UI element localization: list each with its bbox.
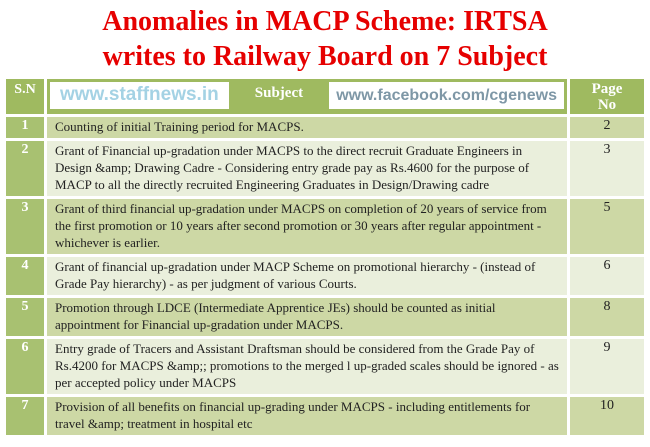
sn-cell: 7	[6, 397, 44, 435]
table-header-row	[6, 79, 644, 114]
page-cell: 3	[570, 141, 644, 196]
header-page-line-2: No	[597, 97, 617, 113]
watermark-facebook: www.facebook.com/cgenews	[329, 82, 564, 109]
subject-cell: Entry grade of Tracers and Assistant Draftsman should be considered from the Grade Pay of Rs.4200 for MACPS &amp;; promotions to the merged l up-graded scales should be ignored - as per accepted policy under MACPS	[47, 339, 567, 394]
page-title	[0, 0, 650, 74]
table-row-7	[6, 397, 644, 435]
sn-cell: 5	[6, 298, 44, 336]
table-row-4	[6, 257, 644, 295]
sn-cell: 1	[6, 117, 44, 138]
sn-cell: 3	[6, 199, 44, 254]
table-row-2	[6, 141, 644, 196]
page-cell: 9	[570, 339, 644, 394]
page-cell: 8	[570, 298, 644, 336]
page-cell: 2	[570, 117, 644, 138]
page-cell: 5	[570, 199, 644, 254]
header-cell-subject	[47, 79, 567, 114]
subject-cell: Grant of Financial up-gradation under MACPS to the direct recruit Graduate Engineers in Design &amp; Drawing Cadre - Considering entry grade pay as Rs.4600 for the purpose of MACP to all the directly recruited Engineering Graduates in Design/Drawing cadre	[47, 141, 567, 196]
header-subject-label: Subject	[254, 85, 304, 101]
table-row-6	[6, 339, 644, 394]
page-title-line-2: writes to Railway Board on 7 Subject	[102, 41, 548, 72]
subject-cell: Promotion through LDCE (Intermediate Apprentice JEs) should be counted as initial appointment for Financial up-gradation under MACPS.	[47, 298, 567, 336]
subjects-table	[3, 76, 647, 438]
sn-cell: 4	[6, 257, 44, 295]
table-row-3	[6, 199, 644, 254]
subject-cell: Counting of initial Training period for MACPS.	[47, 117, 567, 138]
subject-cell: Grant of third financial up-gradation under MACPS on completion of 20 years of service from the first promotion or 10 years after second promotion or 30 years after regular appointment - whichever is earlier.	[47, 199, 567, 254]
header-subject-wrap	[48, 80, 566, 111]
watermark-staffnews: www.staffnews.in	[50, 82, 229, 109]
sn-cell: 2	[6, 141, 44, 196]
header-cell-page	[570, 79, 644, 114]
subject-cell: Provision of all benefits on financial up-grading under MACPS - including entitlements for travel &amp; treatment in hospital etc	[47, 397, 567, 435]
header-page-line-1: Page	[591, 81, 623, 97]
page-cell: 10	[570, 397, 644, 435]
table-row-5	[6, 298, 644, 336]
header-cell-sn: S.N	[6, 79, 44, 114]
subject-cell: Grant of financial up-gradation under MACP Scheme on promotional hierarchy - (instead of Grade Pay hierarchy) - as per judgment of various Courts.	[47, 257, 567, 295]
sn-cell: 6	[6, 339, 44, 394]
table-row-1	[6, 117, 644, 138]
page-cell: 6	[570, 257, 644, 295]
page-title-line-1: Anomalies in MACP Scheme: IRTSA	[102, 6, 548, 37]
